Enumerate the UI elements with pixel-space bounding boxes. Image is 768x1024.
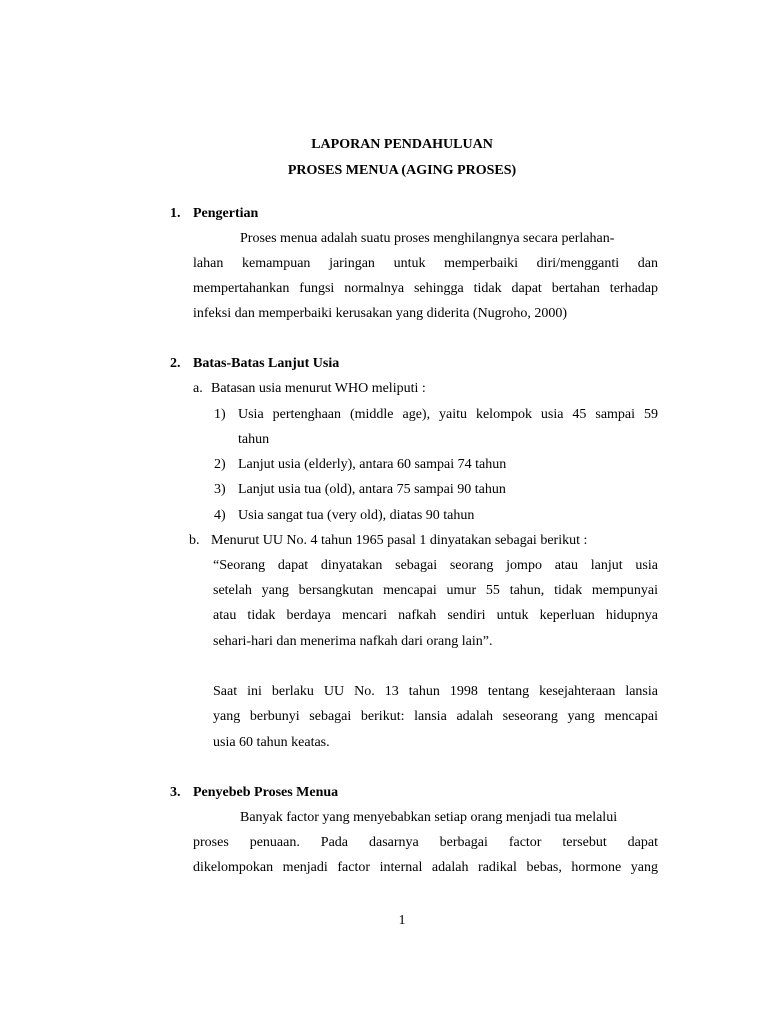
who-item-number: 2) bbox=[214, 457, 226, 472]
who-item-number: 4) bbox=[214, 508, 226, 523]
quote-line: sehari-hari dan menerima nafkah dari orang lain”. bbox=[213, 634, 493, 649]
section-1-number: 1. bbox=[170, 206, 181, 221]
section-1-heading: Pengertian bbox=[193, 206, 259, 221]
section-1-line: infeksi dan memperbaiki kerusakan yang diderita (Nugroho, 2000) bbox=[193, 306, 568, 321]
who-item-text: Lanjut usia (elderly), antara 60 sampai 74 tahun bbox=[238, 457, 507, 472]
law-paragraph-line: usia 60 tahun keatas. bbox=[213, 735, 330, 750]
who-item-text: Usia sangat tua (very old), diatas 90 tahun bbox=[238, 508, 475, 523]
section-3-line: proses penuaan. Pada dasarnya berbagai factor tersebut dapat bbox=[193, 835, 658, 850]
section-3-heading: Penyebeb Proses Menua bbox=[193, 785, 339, 800]
section-3-line: dikelompokan menjadi factor internal adalah radikal bebas, hormone yang bbox=[193, 860, 658, 875]
law-paragraph-line: Saat ini berlaku UU No. 13 tahun 1998 tentang kesejahteraan lansia bbox=[213, 684, 658, 699]
who-item-text: Lanjut usia tua (old), antara 75 sampai 90 tahun bbox=[238, 482, 506, 497]
section-2-heading: Batas-Batas Lanjut Usia bbox=[193, 356, 340, 371]
who-item-text-continued: tahun bbox=[238, 432, 270, 447]
section-1-line: mempertahankan fungsi normalnya sehingga tidak dapat bertahan terhadap bbox=[193, 281, 658, 296]
who-item-number: 3) bbox=[214, 482, 226, 497]
section-3-line: Banyak factor yang menyebabkan setiap orang menjadi tua melalui bbox=[240, 810, 618, 825]
list-item-a-text: Batasan usia menurut WHO meliputi : bbox=[211, 381, 426, 396]
quote-line: atau tidak berdaya mencari nafkah sendiri untuk keperluan hidupnya bbox=[213, 608, 658, 623]
who-item-number: 1) bbox=[214, 407, 226, 422]
document-subtitle: PROSES MENUA (AGING PROSES) bbox=[287, 163, 517, 178]
list-marker-a: a. bbox=[193, 381, 203, 396]
section-1-line: lahan kemampuan jaringan untuk memperbaiki diri/mengganti dan bbox=[193, 256, 658, 271]
who-item-text: Usia pertenghaan (middle age), yaitu kelompok usia 45 sampai 59 bbox=[238, 407, 658, 422]
law-paragraph-line: yang berbunyi sebagai berikut: lansia adalah seseorang yang mencapai bbox=[213, 709, 658, 724]
section-3-number: 3. bbox=[170, 785, 181, 800]
list-item-b-text: Menurut UU No. 4 tahun 1965 pasal 1 dinyatakan sebagai berikut : bbox=[211, 533, 588, 548]
section-2-number: 2. bbox=[170, 356, 181, 371]
document-title: LAPORAN PENDAHULUAN bbox=[311, 137, 493, 152]
list-marker-b: b. bbox=[189, 533, 200, 548]
section-1-line: Proses menua adalah suatu proses menghilangnya secara perlahan- bbox=[240, 231, 615, 246]
quote-line: setelah yang bersangkutan mencapai umur 55 tahun, tidak mempunyai bbox=[213, 583, 658, 598]
quote-line: “Seorang dapat dinyatakan sebagai seorang jompo atau lanjut usia bbox=[213, 558, 658, 573]
page-number: 1 bbox=[398, 913, 406, 928]
